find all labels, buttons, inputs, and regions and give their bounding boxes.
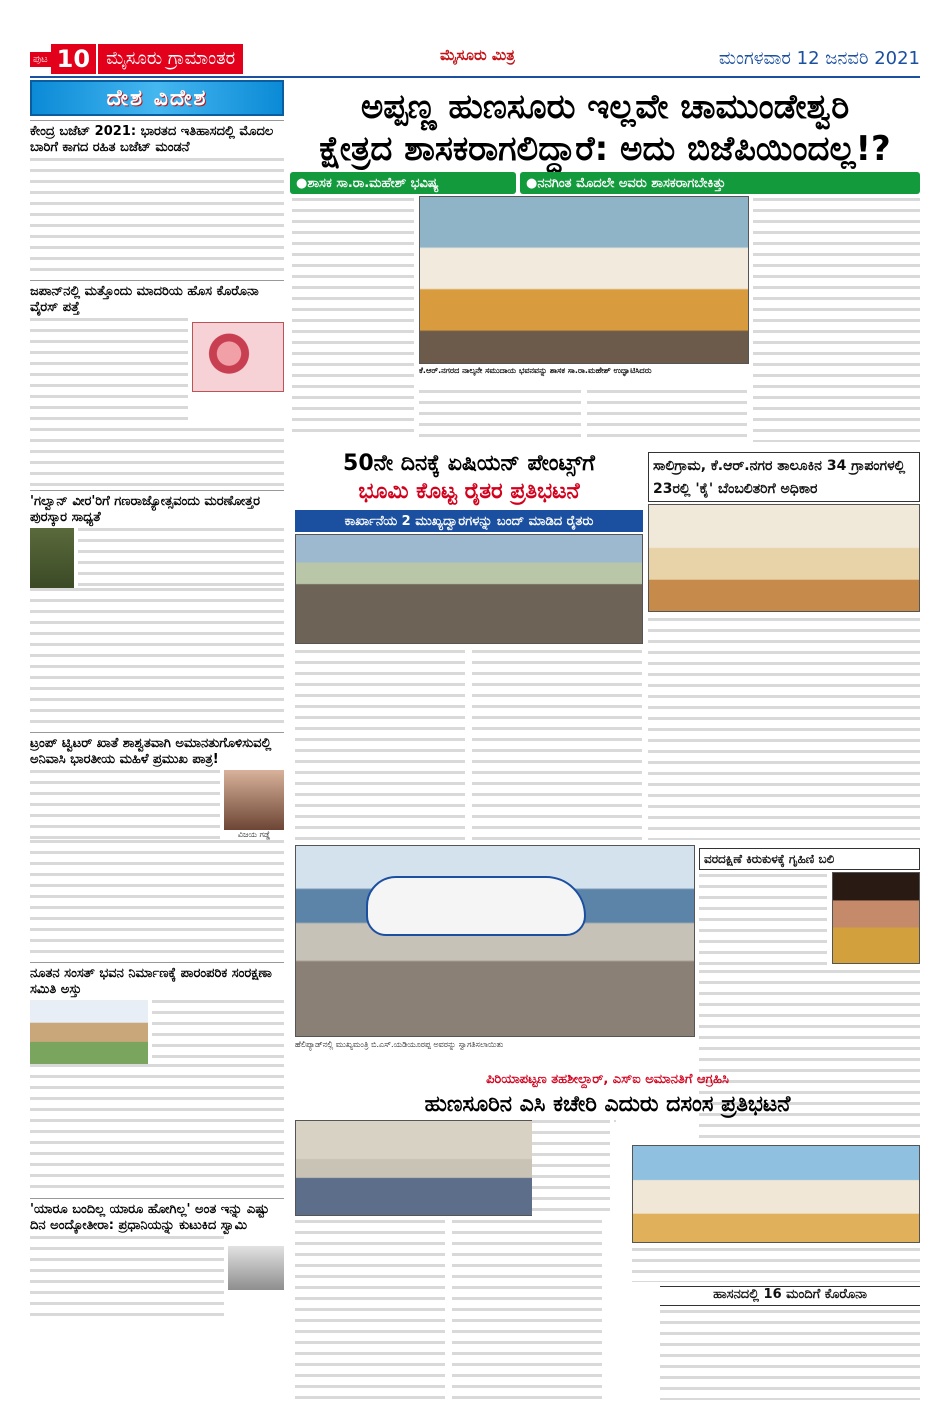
story-strap: ಕಾರ್ಖಾನೆಯ 2 ಮುಖ್ಯದ್ವಾರಗಳನ್ನು ಬಂದ್ ಮಾಡಿದ ರೈತರು xyxy=(295,510,643,532)
helicopter-photo xyxy=(295,845,695,1037)
story-body xyxy=(292,198,414,436)
group-photo xyxy=(648,504,920,612)
page-number: 10 xyxy=(51,44,96,74)
divider xyxy=(614,1120,616,1122)
story-body xyxy=(30,770,220,840)
victim-photo xyxy=(832,872,920,964)
photo-caption: ವಿಜಯ ಗಡ್ಡೆ xyxy=(237,830,271,839)
story-body xyxy=(30,840,284,958)
story-headline: 'ಯಾರೂ ಬಂದಿಲ್ಲ ಯಾರೂ ಹೋಗಿಲ್ಲ' ಅಂತ ಇನ್ನು ಎಷ್ಟು ದಿನ ಅಂದ್ಕೋತೀರಾ: ಪ್ರಧಾನಿಯನ್ನು ಕುಟುಕಿದ ಸ್ವಾಮಿ xyxy=(30,1198,284,1234)
story-body xyxy=(30,158,284,276)
story-body xyxy=(648,618,920,840)
story-headline: ಹಾಸನದಲ್ಲಿ 16 ಮಂದಿಗೆ ಕೊರೊನಾ xyxy=(660,1286,920,1306)
story-body xyxy=(419,390,581,440)
story-headline: 50ನೇ ದಿನಕ್ಕೆ ಏಷಿಯನ್ ಪೇಂಟ್ಸ್‌ಗೆ xyxy=(343,451,595,476)
section-title: ಮೈಸೂರು ಗ್ರಾಮಾಂತರ xyxy=(98,44,243,74)
story-body xyxy=(295,1220,445,1400)
parliament-image xyxy=(30,1000,148,1064)
photo-caption: ಹೆಲಿಪ್ಯಾಡ್‌ನಲ್ಲಿ ಮುಖ್ಯಮಂತ್ರಿ ಬಿ.ಎಸ್.ಯಡಿಯೂರಪ್ಪ ಅವರನ್ನು ಸ್ವಾಗತಿಸಲಾಯಿತು xyxy=(295,1040,504,1049)
story-kicker: ಪಿರಿಯಾಪಟ್ಟಣ ತಹಶೀಲ್ದಾರ್, ಎಸ್‌ಐ ಅಮಾನತಿಗೆ ಆಗ್ರಹಿಸಿ xyxy=(486,1072,729,1087)
story-headline: ಕೇಂದ್ರ ಬಜೆಟ್ 2021: ಭಾರತದ ಇತಿಹಾಸದಲ್ಲಿ ಮೊದಲ ಬಾರಿಗೆ ಕಾಗದ ರಹಿತ ಬಜೆಟ್ ಮಂಡನೆ xyxy=(30,120,284,156)
story-body xyxy=(30,428,284,486)
lead-subhead: ●ನನಗಿಂತ ಮೊದಲೇ ಅವರು ಶಾಸಕರಾಗಬೇಕಿತ್ತು xyxy=(520,172,920,194)
story-headline: 'ಗಲ್ವಾನ್ ವೀರ'ರಿಗೆ ಗಣರಾಜ್ಯೋತ್ಸವಂದು ಮರಣೋತ್ತರ ಪುರಸ್ಕಾರ ಸಾಧ್ಯತೆ xyxy=(30,490,284,526)
lead-subhead: ●ಶಾಸಕ ಸಾ.ರಾ.ಮಹೇಶ್ ಭವಿಷ್ಯ xyxy=(290,172,516,194)
story-body xyxy=(753,198,920,442)
story-headline-box: ವರದಕ್ಷಿಣೆ ಕಿರುಕುಳಕ್ಕೆ ಗೃಹಿಣಿ ಬಲಿ xyxy=(699,848,920,870)
man-photo xyxy=(228,1246,284,1290)
story-headline: ಜಪಾನ್‌ನಲ್ಲಿ ಮತ್ತೊಂದು ಮಾದರಿಯ ಹೊಸ ಕೊರೊನಾ ವೈರಸ್ ಪತ್ತೆ xyxy=(30,280,284,316)
woman-photo xyxy=(224,770,284,830)
story-body xyxy=(699,874,827,966)
left-column xyxy=(30,80,284,1400)
story-body xyxy=(532,1120,610,1216)
story-body xyxy=(452,1220,602,1400)
section-banner-text: ದೇಶ ವಿದೇಶ xyxy=(106,85,208,111)
paper-name: ಮೈಸೂರು ಮಿತ್ರ xyxy=(440,46,515,64)
lead-headline xyxy=(290,86,920,170)
event-photo xyxy=(419,196,749,364)
lead-headline-line1: ಅಪ್ಪಣ್ಣ ಹುಣಸೂರು ಇಲ್ಲವೇ ಚಾಮುಂಡೇಶ್ವರಿ xyxy=(360,87,850,127)
story-body xyxy=(472,650,642,840)
protest-photo xyxy=(295,534,643,644)
story-headline: ಹುಣಸೂರಿನ ಎಸಿ ಕಚೇರಿ ಎದುರು ದಸಂಸ ಪ್ರತಿಭಟನೆ xyxy=(424,1092,791,1117)
story-body xyxy=(78,528,284,588)
story-headline-box: ಸಾಲಿಗ್ರಾಮ, ಕೆ.ಆರ್.ನಗರ ತಾಲೂಕಿನ 34 ಗ್ರಾಪಂಗಳಲ್ಲಿ 23ರಲ್ಲಿ 'ಕೈ' ಬೆಂಬಲಿತರಿಗೆ ಅಧಿಕಾರ xyxy=(648,452,920,502)
page-tag: ಪುಟ xyxy=(30,52,51,67)
felicitation-photo xyxy=(632,1145,920,1243)
lead-headline-line2: ಕ್ಷೇತ್ರದ ಶಾಸಕರಾಗಲಿದ್ದಾರೆ: ಅದು ಬಿಜೆಪಿಯಿಂದಲ್ಲ!? xyxy=(319,129,891,169)
story-headline: ಭೂಮಿ ಕೊಟ್ಟ ರೈತರ ಪ್ರತಿಭಟನೆ xyxy=(358,479,580,504)
virus-image xyxy=(192,322,284,392)
lead-subheads xyxy=(290,172,920,194)
photo-caption: ಕೆ.ಆರ್.ನಗರದ ನಾಲ್ಕನೇ ಸಮುದಾಯ ಭವನವನ್ನು ಶಾಸಕ ಸಾ.ರಾ.ಮಹೇಶ್ ಉದ್ಘಾಟಿಸಿದರು xyxy=(419,366,652,375)
story-body xyxy=(30,588,284,728)
story-body xyxy=(30,1236,224,1316)
page-number-box xyxy=(30,44,243,74)
story-headline: ನೂತನ ಸಂಸತ್ ಭವನ ನಿರ್ಮಾಣಕ್ಕೆ ಪಾರಂಪರಿಕ ಸಂರಕ್ಷಣಾ ಸಮಿತಿ ಅಸ್ತು xyxy=(30,962,284,998)
soldier-photo xyxy=(30,528,74,588)
story-body xyxy=(587,390,747,440)
story-body xyxy=(295,650,465,840)
section-banner xyxy=(30,80,284,116)
story-headline: ಟ್ರಂಪ್ ಟ್ವಿಟರ್ ಖಾತೆ ಶಾಶ್ವತವಾಗಿ ಅಮಾನತುಗೊಳಿಸುವಲ್ಲಿ ಅನಿವಾಸಿ ಭಾರತೀಯ ಮಹಿಳೆ ಪ್ರಮುಖ ಪಾತ್ರ! xyxy=(30,732,284,768)
helicopter-shape xyxy=(366,876,586,936)
story-body xyxy=(152,1000,284,1064)
story-body xyxy=(632,1248,920,1282)
story-body xyxy=(30,1064,284,1194)
issue-date: ಮಂಗಳವಾರ 12 ಜನವರಿ 2021 xyxy=(718,48,920,69)
masthead xyxy=(30,42,920,78)
story-body xyxy=(660,1310,920,1400)
story-body xyxy=(30,318,188,428)
